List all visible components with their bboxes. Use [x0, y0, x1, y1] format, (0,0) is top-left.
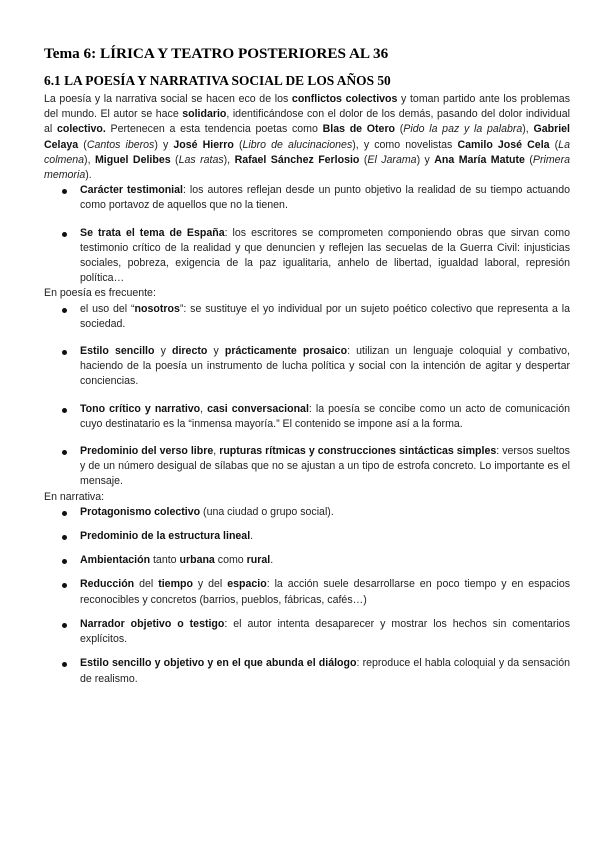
- text-run: ),: [522, 123, 534, 136]
- text-run: : versos sueltos y de un número desigual de sílabas que no se ajustan a un tipo de estrofa concreto. Lo importante es el mensaje.: [80, 445, 570, 488]
- bold-text: colectivo.: [56, 123, 106, 136]
- bold-text: Protagonismo colectivo: [80, 505, 201, 518]
- narrative-features-list: [44, 505, 570, 687]
- italic-title: Primera memoria: [44, 153, 570, 182]
- bold-text: Se trata el tema de España: [80, 226, 225, 239]
- general-features-list: [44, 183, 570, 286]
- bold-text: Carácter testimonial: [80, 184, 183, 197]
- text-run: (: [524, 153, 533, 166]
- bold-text: espacio: [227, 578, 267, 591]
- bullet-item: [44, 617, 570, 647]
- text-run: del: [134, 578, 159, 591]
- text-run: y: [154, 345, 173, 358]
- bold-text: rural: [246, 554, 271, 567]
- italic-title: Las ratas: [178, 153, 224, 166]
- italic-title: Cantos iberos: [86, 138, 155, 151]
- bold-text: rupturas rítmicas y construcciones sintácticas simples: [219, 445, 497, 458]
- bullet-item: [44, 505, 570, 520]
- section-heading: 6.1 LA POESÍA Y NARRATIVA SOCIAL DE LOS AÑOS 50: [44, 73, 391, 88]
- bold-text: Tono crítico y narrativo: [80, 402, 201, 415]
- text-run: : los autores reflejan desde un punto objetivo la realidad de su tiempo actuando como portavoz de aquellos que no la tienen.: [80, 184, 570, 212]
- bold-text: casi conversacional: [207, 402, 309, 415]
- text-run: : utilizan un lenguaje coloquial y combativo, haciendo de la poesía un instrumento de lucha política y social con la intención de agitar y despertar conciencias.: [80, 345, 571, 388]
- text-run: (: [170, 153, 179, 166]
- bold-text: tiempo: [158, 578, 193, 591]
- text-run: ).: [85, 169, 92, 182]
- narrative-label: En narrativa:: [44, 490, 105, 503]
- bold-text: Narrador objetivo o testigo: [80, 617, 225, 630]
- text-run: ”: se sustituye el yo individual por un sujeto poético colectivo que representa a la sociedad.: [80, 302, 570, 330]
- bold-text: Ana María Matute: [434, 153, 525, 166]
- text-run: (: [359, 153, 368, 166]
- text-run: (: [549, 138, 559, 151]
- bold-text: nosotros: [134, 302, 180, 315]
- bold-text: Rafael Sánchez Ferlosio: [234, 153, 360, 166]
- italic-title: El Jarama: [367, 153, 417, 166]
- bold-text: prácticamente prosaico: [224, 345, 348, 358]
- bullet-item: [44, 302, 570, 332]
- text-run: y del: [192, 578, 228, 591]
- text-run: : la acción suele desarrollarse en poco tiempo y en espacios reconocibles y concretos (barrios, pueblos, fábricas, cafés…): [80, 578, 571, 606]
- text-run: el uso del “: [80, 302, 135, 315]
- text-run: ), y como novelistas: [352, 138, 458, 151]
- bold-text: Reducción: [80, 578, 135, 591]
- bold-text: Miguel Delibes: [94, 153, 171, 166]
- italic-title: Pido la paz y la palabra: [403, 123, 523, 136]
- bullet-item: [44, 529, 570, 544]
- poetry-label: En poesía es frecuente:: [44, 287, 156, 300]
- bullet-item: [44, 553, 570, 568]
- text-run: : la poesía se concibe como un acto de comunicación cuyo destinatario es la “inmensa mayoría.” El contenido se impone así a la forma.: [80, 402, 570, 430]
- bold-text: Estilo sencillo y objetivo y en el que abunda el diálogo: [80, 657, 357, 670]
- bold-text: urbana: [179, 554, 215, 567]
- text-run: ) y: [154, 138, 174, 151]
- text-run: .: [270, 554, 274, 567]
- bold-text: Ambientación: [80, 554, 151, 567]
- bullet-item: [44, 226, 570, 287]
- bullet-item: [44, 183, 570, 213]
- bold-text: Predominio de la estructura lineal: [80, 530, 251, 543]
- italic-title: La colmena: [44, 138, 570, 166]
- bold-text: José Hierro: [173, 138, 234, 151]
- text-run: ,: [213, 445, 220, 458]
- text-run: Pertenecen a esta tendencia poetas como: [105, 123, 323, 136]
- bold-text: Blas de Otero: [322, 123, 396, 136]
- text-run: (: [233, 138, 243, 151]
- bullet-item: [44, 577, 570, 607]
- text-run: como: [214, 554, 247, 567]
- text-run: ),: [84, 153, 95, 166]
- text-run: .: [250, 530, 254, 543]
- bullet-item: [44, 344, 570, 390]
- text-run: La poesía y la narrativa social se hacen eco de los: [44, 93, 292, 105]
- bold-text: solidario: [182, 108, 227, 121]
- poetry-features-list: [44, 302, 570, 490]
- italic-title: Libro de alucinaciones: [242, 138, 353, 151]
- bold-text: Gabriel Celaya: [44, 123, 570, 151]
- text-run: : el autor intenta desaparecer y mostrar los hechos sin comentarios explícitos.: [80, 617, 570, 646]
- text-run: (: [78, 138, 87, 151]
- text-run: ),: [223, 153, 235, 166]
- text-run: , identificándose con el dolor de los demás, pasando del dolor individual al: [44, 108, 570, 136]
- text-run: : los escritores se comprometen componiendo obras que sirvan como testimonio crítico de la realidad y que denuncien y reflejen las secuelas de la Guerra Civil: injusticias sociales, pobreza, exigencia de la paz igualitaria, anhelo de libertad, igualdad laboral, represión política…: [80, 226, 570, 285]
- bullet-item: [44, 444, 570, 490]
- intro-paragraph: [44, 92, 570, 183]
- bullet-item: [44, 656, 570, 686]
- text-run: (: [395, 123, 404, 136]
- text-run: ) y: [416, 153, 435, 166]
- bold-text: Camilo José Cela: [457, 138, 550, 151]
- text-run: y: [207, 345, 225, 358]
- text-run: (una ciudad o grupo social).: [200, 505, 334, 518]
- text-run: ,: [200, 402, 208, 415]
- text-run: y toman partido ante los problemas del mundo. El autor se hace: [44, 93, 570, 121]
- bold-text: Predominio del verso libre: [80, 445, 214, 458]
- bold-text: Estilo sencillo: [80, 345, 155, 358]
- bold-text: directo: [172, 345, 208, 358]
- text-run: tanto: [150, 554, 180, 567]
- bold-text: conflictos colectivos: [291, 93, 398, 105]
- document-title: Tema 6: LÍRICA Y TEATRO POSTERIORES AL 36: [44, 45, 389, 62]
- text-run: : reproduce el habla coloquial y da sensación de realismo.: [80, 657, 570, 685]
- bullet-item: [44, 402, 570, 432]
